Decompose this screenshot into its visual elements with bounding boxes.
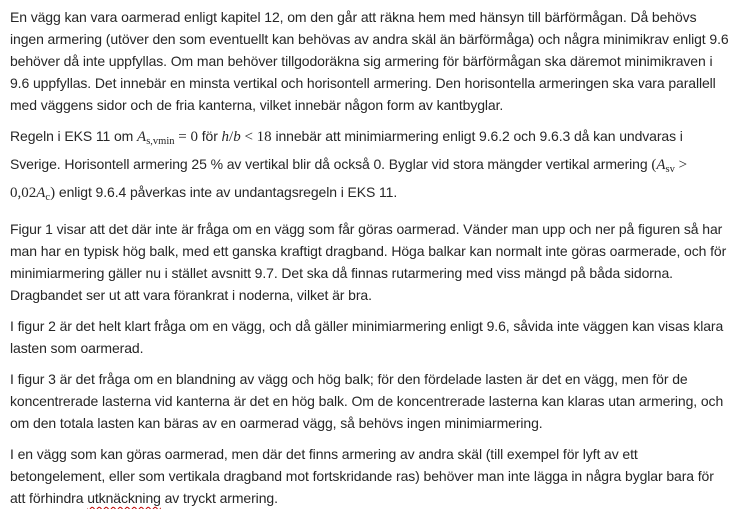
math-operator: < 18 bbox=[240, 129, 272, 145]
text-run: Regeln i EKS 11 om bbox=[10, 128, 138, 144]
paragraph bbox=[10, 368, 729, 434]
paragraph bbox=[10, 443, 729, 509]
paragraph bbox=[10, 315, 729, 359]
paragraph bbox=[10, 218, 729, 306]
paragraph bbox=[10, 125, 729, 209]
math-operator: = 0 bbox=[174, 129, 202, 145]
text-run: enligt 9.6.4 påverkas inte av undantagsregeln i EKS 11. bbox=[55, 184, 398, 200]
math-operator: ( bbox=[651, 157, 657, 173]
text-run: för bbox=[201, 128, 222, 144]
math-variable: A bbox=[656, 157, 666, 173]
math-variable: A bbox=[36, 185, 46, 201]
math-subscript: c bbox=[45, 192, 51, 203]
math-operator: > 0,02 bbox=[10, 157, 688, 201]
math-subscript: s,vmin bbox=[146, 136, 175, 147]
misspelled-word: utknäckning bbox=[87, 490, 161, 506]
document-body[interactable] bbox=[10, 6, 729, 509]
text-run: innebär att minimiarmering enligt 9.6.2 och 9.6.3 då kan undvaras i Sverige. Horisontell armering 25 % av vertikal blir då också 0. Byglar vid stora mängder vertikal armering bbox=[10, 128, 683, 172]
math-operator: ) bbox=[50, 185, 56, 201]
math-variable: b bbox=[233, 129, 241, 145]
text-run: av tryckt armering. bbox=[160, 490, 278, 506]
text-run: En vägg kan vara oarmerad enligt kapitel 12, om den går att räkna hem med hänsyn till bärförmågan. Då behövs ingen armering (utöver den som eventuellt kan behövas av andra skäl än bärförmåga) och några minimikrav enligt 9.6 behöver då inte uppfyllas. Om man behöver tillgodoräkna sig armering för bärförmågan ska däremot minimikraven i 9.6 uppfyllas. Det innebär en minsta vertikal och horisontell armering. Den horisontella armeringen ska vara parallell med väggens sidor och de fria kanterna, vilket innebär någon form av kantbyglar. bbox=[10, 9, 729, 113]
math-variable: A bbox=[137, 129, 147, 145]
text-run: I figur 3 är det fråga om en blandning av vägg och hög balk; för den fördelade lasten är det en vägg, men för de koncentrerade lasterna vid kanterna är det en hög balk. Om de koncentrerade lasterna kan klaras utan armering, och om den totala lasten kan bäras av en oarmerad vägg, så behövs ingen minimiarmering. bbox=[10, 371, 724, 431]
math-variable: h bbox=[221, 129, 230, 145]
paragraph bbox=[10, 6, 729, 116]
math-operator: / bbox=[229, 129, 234, 145]
text-run: Figur 1 visar att det där inte är fråga om en vägg som får göras oarmerad. Vänder man upp och ner på figuren så har man har en typisk hög balk, med ett ganska kraftigt dragband. Höga balkar kan normalt inte göras oarmerade, och för minimiarmering gäller nu i stället avsnitt 9.7. Det ska då finnas rutarmering med viss mängd på båda sidorna. Dragbandet ser ut att vara förankrat i noderna, vilket är bra. bbox=[10, 221, 727, 303]
text-run: I figur 2 är det helt klart fråga om en vägg, och då gäller minimiarmering enligt 9.6, såvida inte väggen kan visas klara lasten som oarmerad. bbox=[10, 318, 724, 356]
text-run: I en vägg som kan göras oarmerad, men där det finns armering av andra skäl (till exempel för lyft av ett betongelement, eller som vertikala dragband mot fortskridande ras) behöver man inte lägga in några byglar bara för att förhindra bbox=[10, 446, 714, 506]
math-subscript: sv bbox=[665, 164, 675, 175]
